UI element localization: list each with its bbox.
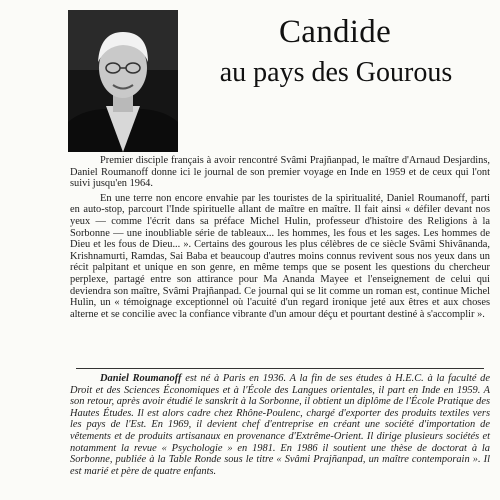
bio-author-name: Daniel Roumanoff bbox=[100, 373, 182, 384]
bio-text: est né à Paris en 1936. A la fin de ses études à H.E.C. à la faculté de Droit et des Sciences Économiques et à l'École des Langues orientales, il part en Inde en 1959. A son retour, après avoir étudié le sanskrit à la Sorbonne, il obtient un diplôme de l'École Pratique des Hautes Études. Il est alors cadre chez Rhône-Poulenc, chargé d'exporter des produits textiles vers les pays de l'Est. En 1969, il devient chef d'entreprise en créant une société d'importation de vêtements et de produits artisanaux en provenance d'Extrême-Orient. Il dirige plusieurs sociétés et notamment la revue « Psychologie » en 1981. En 1986 il soutient une thèse de doctorat à la Sorbonne, publiée à la Table Ronde sous le titre « Svâmi Prajñanpad, un maître contemporain ». Il est marié et père de quatre enfants. bbox=[70, 373, 490, 477]
summary-paragraph: En une terre non encore envahie par les touristes de la spiritualité, Daniel Roumanoff, parti en auto-stop, parcourt l'Inde spirituelle allant de maître en maître. Il fait ainsi « défiler devant nos yeux — comme l'écrit dans sa préface Michel Hulin, professeur d'histoire des Religions à la Sorbonne — une inoubliable série de tableaux... les hommes, les fous et les sages. Les hommes de Dieu et les fous de Dieu... ». Certains des gourous les plus célèbres de ce siècle Svâmi Shivânanda, Krishnamurti, Ramdas, Sai Baba et beaucoup d'autres moins connus revivent sous nos yeux dans un récit palpitant et unique en son genre, en même temps que se posent les questions du chercheur perplexe, partagé entre son attirance pour Ma Ananda Mayee et l'enseignement de celui qui deviendra son maître, Svâmi Prajñanpad. Ce journal qui se lit comme un roman est, continue Michel Hulin, un « témoignage exceptionnel où l'acuité d'un regard ironique jeté aux êtres et aux choses alterne et se concilie avec la confiance vibrante d'un amour déçu et pourtant destiné à s'accomplir ». bbox=[70, 192, 490, 320]
bio-paragraph bbox=[70, 373, 490, 477]
summary-text bbox=[70, 155, 490, 323]
book-subtitle: au pays des Gourous bbox=[219, 57, 453, 88]
author-photo bbox=[68, 10, 178, 152]
section-divider bbox=[76, 368, 484, 369]
summary-paragraph: Premier disciple français à avoir rencontré Svâmi Prajñanpad, le maître d'Arnaud Desjardins, Daniel Roumanoff donne ici le journal de son premier voyage en Inde en 1959 et de ceux qui l'ont suivi jusqu'en 1964. bbox=[70, 155, 490, 190]
author-portrait-icon bbox=[68, 10, 178, 152]
book-title: Candide bbox=[278, 14, 392, 50]
author-bio bbox=[70, 373, 490, 477]
